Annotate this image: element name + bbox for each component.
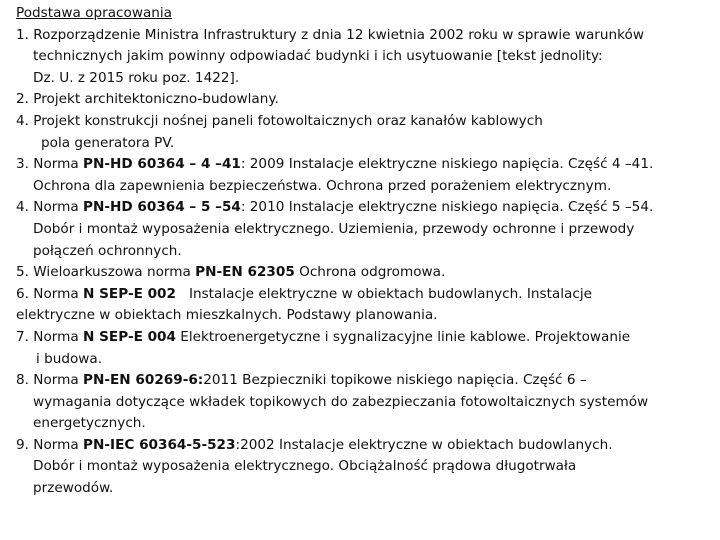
list-item-line: 1. Rozporządzenie Ministra Infrastruktury z dnia 12 kwietnia 2002 roku w sprawie warunków xyxy=(16,26,644,43)
norm-code: PN-EN 60269-6: xyxy=(83,372,204,389)
norm-title: : 2010 Instalacje elektryczne niskiego napięcia. Część 5 –54. xyxy=(240,199,654,216)
list-item-line: elektryczne w obiektach mieszkalnych. Podstawy planowania. xyxy=(16,307,438,324)
list-item-line xyxy=(16,262,706,284)
norm-code: PN-HD 60364 – 5 –54 xyxy=(83,199,241,216)
norm-code: N SEP-E 004 xyxy=(83,328,176,345)
norm-title: 2011 Bezpieczniki topikowe niskiego napięcia. Część 6 – xyxy=(203,372,587,389)
item-prefix: 6. Norma xyxy=(16,285,84,302)
norm-title: : 2009 Instalacje elektryczne niskiego napięcia. Część 4 –41. xyxy=(240,156,654,173)
norm-code: PN-EN 62305 xyxy=(195,264,295,281)
norm-code: N SEP-E 002 xyxy=(83,285,176,302)
item-prefix: 8. Norma xyxy=(16,372,84,389)
document-body xyxy=(16,3,706,500)
item-prefix: 7. Norma xyxy=(16,328,84,345)
item-prefix: 4. Norma xyxy=(16,199,84,216)
norm-title: Elektroenergetyczne i sygnalizacyjne linie kablowe. Projektowanie xyxy=(175,328,631,345)
norm-title: Ochrona odgromowa. xyxy=(294,264,446,281)
list-item-line: technicznych jakim powinny odpowiadać budynki i ich usytuowanie [tekst jednolity: xyxy=(33,48,603,65)
list-item-line xyxy=(16,435,706,457)
norm-code: PN-IEC 60364-5-523 xyxy=(83,436,236,453)
list-item-line: Dobór i montaż wyposażenia elektrycznego. Uziemienia, przewody ochronne i przewody xyxy=(33,220,635,237)
list-item-line xyxy=(16,197,706,219)
list-item-line: i budowa. xyxy=(36,350,103,367)
list-item-line xyxy=(16,154,706,176)
section-heading: Podstawa opracowania xyxy=(16,5,172,21)
item-prefix: 3. Norma xyxy=(16,156,84,173)
list-item-line: Dobór i montaż wyposażenia elektrycznego. Obciążalność prądowa długotrwała xyxy=(33,458,577,475)
list-item-line: przewodów. xyxy=(33,480,114,497)
list-item-line: pola generatora PV. xyxy=(41,134,175,151)
list-item-line: wymagania dotyczące wkładek topikowych do zabezpieczania fotowoltaicznych systemów xyxy=(33,393,649,410)
item-prefix: 9. Norma xyxy=(16,436,84,453)
list-item-line xyxy=(16,370,706,392)
list-item-line: Dz. U. z 2015 roku poz. 1422]. xyxy=(33,69,240,86)
list-item-line: 4. Projekt konstrukcji nośnej paneli fotowoltaicznych oraz kanałów kablowych xyxy=(16,112,543,129)
list-item-line: Ochrona dla zapewnienia bezpieczeństwa. Ochrona przed porażeniem elektrycznym. xyxy=(33,177,612,194)
list-item-line: połączeń ochronnych. xyxy=(33,242,182,259)
item-prefix: 5. Wieloarkuszowa norma xyxy=(16,264,196,281)
list-item-line: 2. Projekt architektoniczno-budowlany. xyxy=(16,91,279,108)
norm-title: :2002 Instalacje elektryczne w obiektach budowlanych. xyxy=(235,436,613,453)
norm-code: PN-HD 60364 – 4 –41 xyxy=(83,156,241,173)
list-item-line: energetycznych. xyxy=(33,415,146,432)
list-item-line xyxy=(16,284,706,306)
norm-title: Instalacje elektryczne w obiektach budowlanych. Instalacje xyxy=(175,285,592,302)
list-item-line xyxy=(16,327,706,349)
